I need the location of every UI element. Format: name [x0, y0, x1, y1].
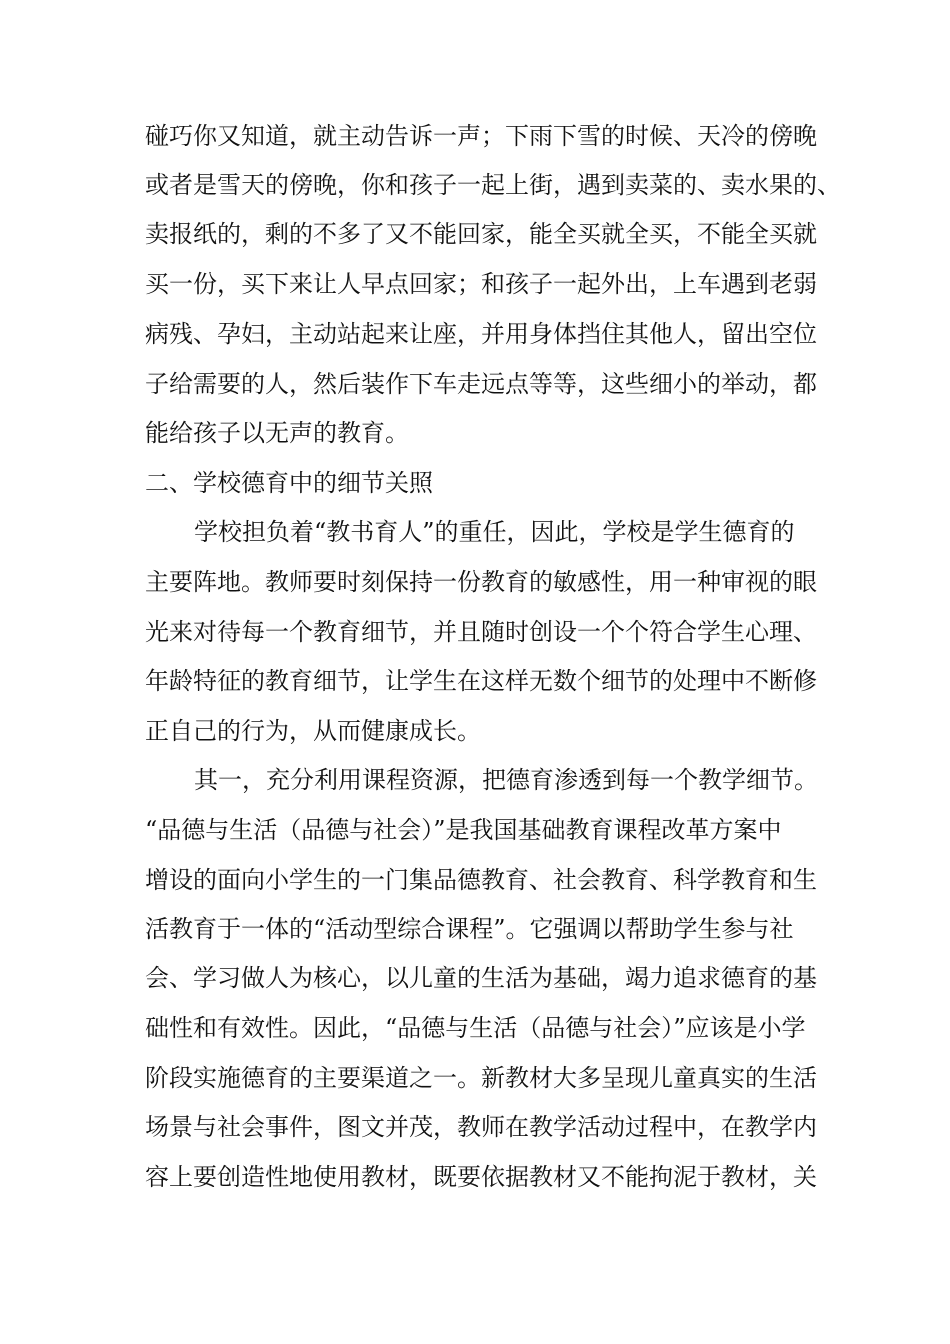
- text-line: 主要阵地。教师要时刻保持一份教育的敏感性，用一种审视的眼: [145, 568, 817, 596]
- text-line: 活教育于一体的“活动型综合课程”。它强调以帮助学生参与社: [145, 915, 794, 943]
- text-line: 会、学习做人为核心，以儿童的生活为基础，竭力追求德育的基: [145, 964, 817, 992]
- text-line: 础性和有效性。因此，“品德与生活（品德与社会）”应该是小学: [145, 1014, 806, 1042]
- text-line: 场景与社会事件，图文并茂，教师在教学活动过程中，在教学内: [145, 1113, 817, 1141]
- text-line: 增设的面向小学生的一门集品德教育、社会教育、科学教育和生: [145, 866, 817, 894]
- text-line: 或者是雪天的傍晚，你和孩子一起上街，遇到卖菜的、卖水果的、: [145, 171, 841, 199]
- text-line: 子给需要的人，然后装作下车走远点等等，这些细小的举动，都: [145, 370, 817, 398]
- text-line: 碰巧你又知道，就主动告诉一声；下雨下雪的时候、天冷的傍晚: [145, 122, 817, 150]
- paragraph-first-line: 其一，充分利用课程资源，把德育渗透到每一个教学细节。: [194, 766, 818, 794]
- text-line: 阶段实施德育的主要渠道之一。新教材大多呈现儿童真实的生活: [145, 1064, 817, 1092]
- text-line: 光来对待每一个教育细节，并且随时创设一个个符合学生心理、: [145, 618, 817, 646]
- text-line: “品德与生活（品德与社会）”是我国基础教育课程改革方案中: [145, 816, 782, 844]
- text-line: 买一份，买下来让人早点回家；和孩子一起外出，上车遇到老弱: [145, 270, 817, 298]
- text-line: 卖报纸的，剩的不多了又不能回家，能全买就全买，不能全买就: [145, 220, 817, 248]
- text-line: 正自己的行为，从而健康成长。: [145, 717, 481, 745]
- text-line: 容上要创造性地使用教材，既要依据教材又不能拘泥于教材，关: [145, 1163, 817, 1191]
- text-line: 年龄特征的教育细节，让学生在这样无数个细节的处理中不断修: [145, 667, 817, 695]
- section-heading: 二、学校德育中的细节关照: [145, 469, 433, 497]
- paragraph-first-line: 学校担负着“教书育人”的重任，因此，学校是学生德育的: [194, 518, 795, 546]
- text-line: 能给孩子以无声的教育。: [145, 419, 409, 447]
- text-line: 病残、孕妇，主动站起来让座，并用身体挡住其他人，留出空位: [145, 320, 817, 348]
